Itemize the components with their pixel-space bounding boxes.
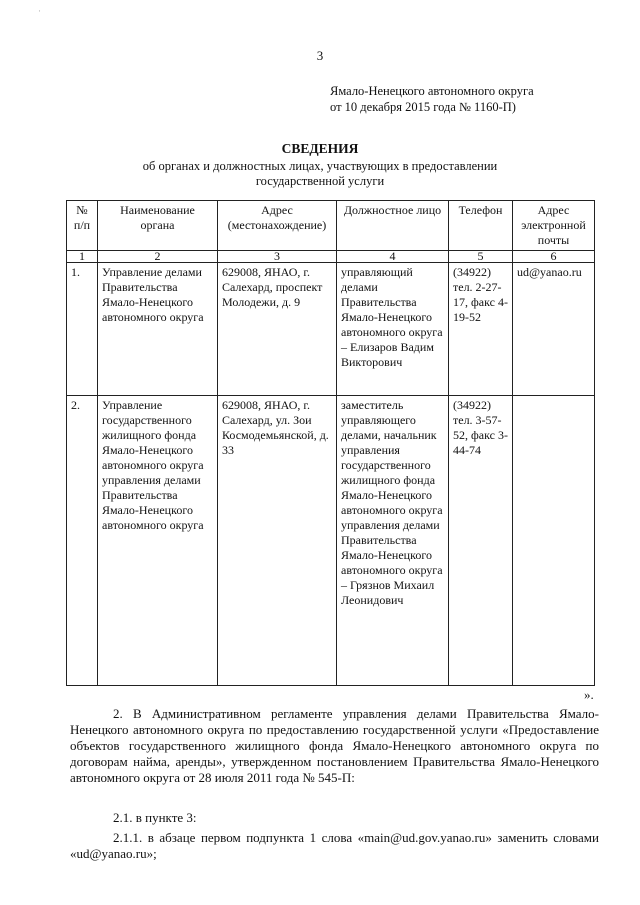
column-number: 5 [449,251,513,263]
page-number: 3 [316,48,324,63]
organ-address: 629008, ЯНАО, г. Салехард, ул. Зои Космодемьянской, д. 33 [218,396,337,686]
header-number: № п/п [67,201,98,251]
header-phone: Телефон [449,201,513,251]
organ-address: 629008, ЯНАО, г. Салехард, проспект Молодежи, д. 9 [218,263,337,396]
scan-mark: · [38,6,41,16]
phone-numbers: (34922) тел. 2-27-17, факс 4-19-52 [449,263,513,396]
header-organ: Наименование органа [98,201,218,251]
agencies-table [66,200,595,686]
subtitle-line-1: об органах и должностных лицах, участвующих в предоставлении [142,159,498,173]
column-number: 2 [98,251,218,263]
column-number: 6 [513,251,595,263]
email-address: ud@yanao.ru [513,263,595,396]
annex-line-2: от 10 декабря 2015 года № 1160-П) [330,100,516,114]
email-address [513,396,595,686]
document-title: СВЕДЕНИЯ [281,141,359,156]
header-official: Должностное лицо [337,201,449,251]
column-number-row [67,251,595,263]
column-number: 3 [218,251,337,263]
annex-reference [330,83,534,115]
organ-name: Управление государственного жилищного фонда Ямало-Ненецкого автономного округа управления делами Правительства Ямало-Ненецкого автономного округа [98,396,218,686]
table-row [67,263,595,396]
organ-name: Управление делами Правительства Ямало-Ненецкого автономного округа [98,263,218,396]
document-subtitle [0,159,640,188]
subtitle-line-2: государственной услуги [255,173,385,188]
closing-quote: ». [584,687,594,702]
header-email: Адрес электронной почты [513,201,595,251]
column-number: 1 [67,251,98,263]
header-address: Адрес (местонахождение) [218,201,337,251]
phone-numbers: (34922) тел. 3-57-52, факс 3-44-74 [449,396,513,686]
row-number: 1. [67,263,98,396]
table-row [67,396,595,686]
column-number: 4 [337,251,449,263]
paragraph-2-1-1: 2.1.1. в абзаце первом подпункта 1 слова «main@ud.gov.yanao.ru» заменить словами «ud@yanao.ru»; [70,830,599,861]
table-header-row [67,201,595,251]
official-name: заместитель управляющего делами, начальник управления государственного жилищного фонда Ямало-Ненецкого автономного округа управления делами Правительства Ямало-Ненецкого автономного округа – Грязнов Михаил Леонидович [337,396,449,686]
paragraph-2 [70,706,599,786]
annex-line-1: Ямало-Ненецкого автономного округа [330,84,534,98]
row-number: 2. [67,396,98,686]
paragraph-2-1: 2.1. в пункте 3: [113,810,197,825]
official-name: управляющий делами Правительства Ямало-Ненецкого автономного округа – Елизаров Вадим Викторович [337,263,449,396]
paragraph-2-text: 2. В Административном регламенте управления делами Правительства Ямало-Ненецкого автономного округа по предоставлению государственной услуги «Предоставление объектов государственного жилищного фонда Ямало-Ненецкого автономного округа по договорам найма, аренды», утвержденном постановлением Правительства Ямало-Ненецкого автономного округа от 28 июля 2011 года № 545-П: [70,706,599,785]
